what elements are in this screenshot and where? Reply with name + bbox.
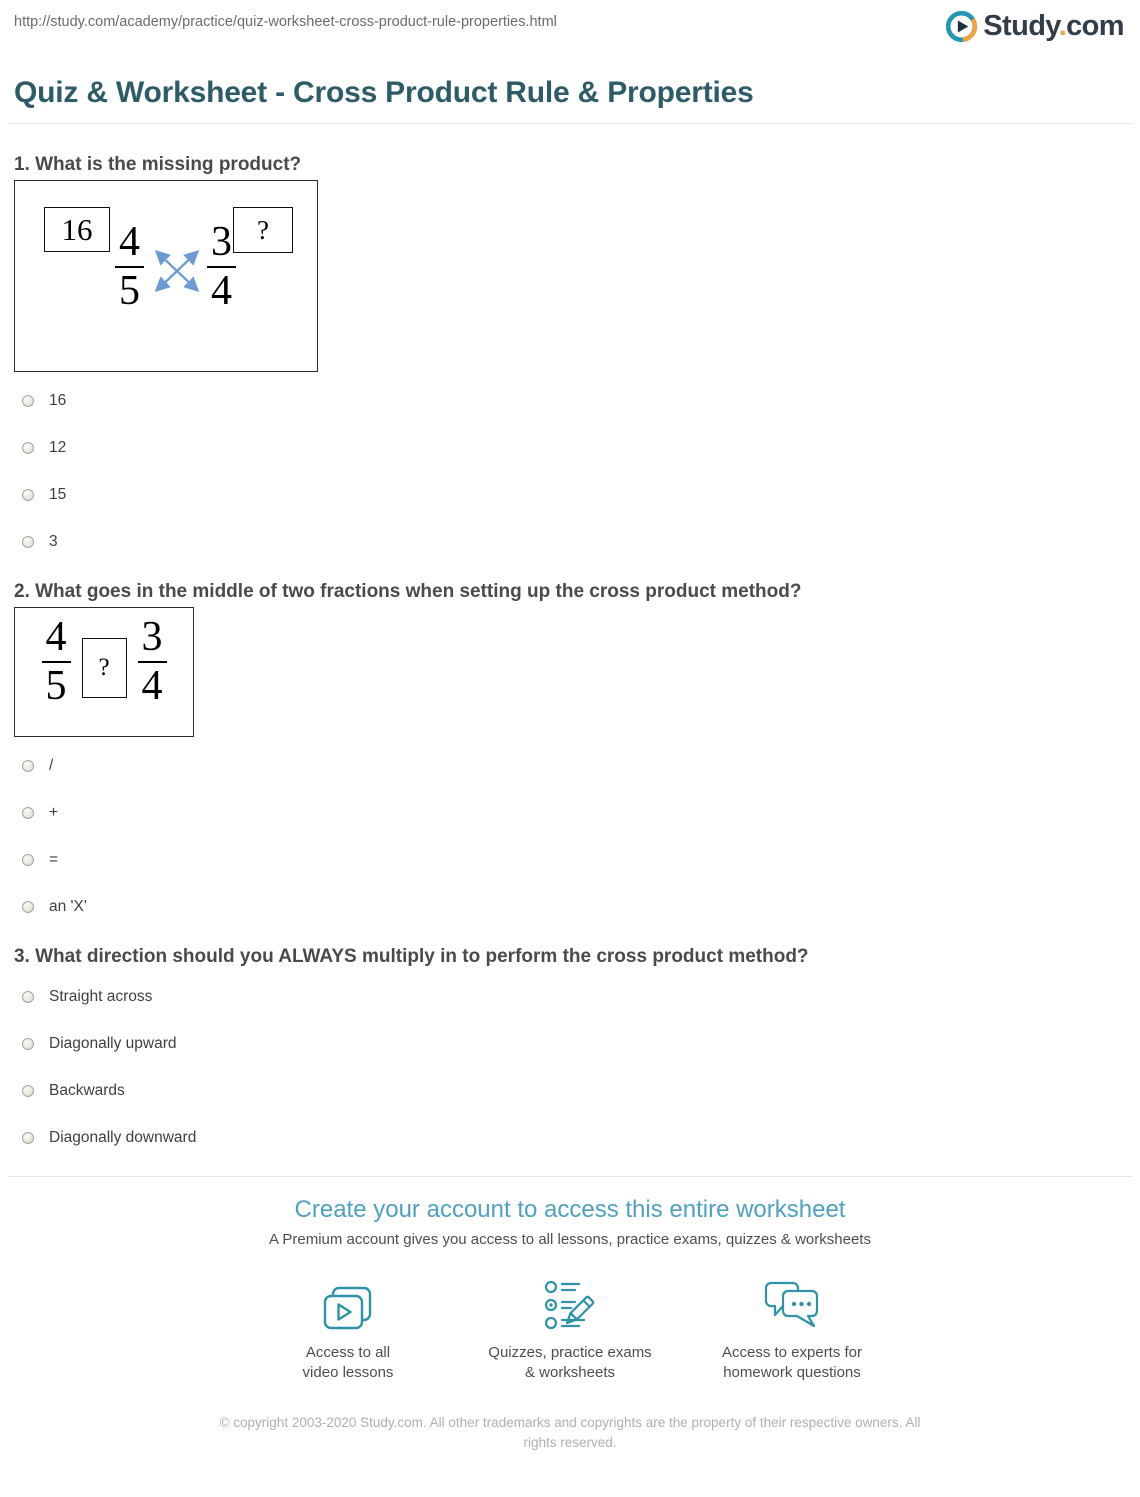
radio-button[interactable] xyxy=(22,1132,34,1144)
left-product-box: 16 xyxy=(44,207,110,252)
question-3-label: 3. What direction should you ALWAYS multiply in to perform the cross product method? xyxy=(14,946,809,967)
feature-label-line1: Access to all xyxy=(305,1344,391,1361)
question-2-options xyxy=(14,757,1126,916)
quiz-content xyxy=(0,154,1140,1147)
feature-label-line2: & worksheets xyxy=(524,1364,616,1382)
option-label: Diagonally downward xyxy=(49,1129,197,1146)
chat-experts-icon xyxy=(763,1281,821,1333)
right-fraction xyxy=(207,219,236,314)
fraction-numerator: 4 xyxy=(119,219,140,265)
option-label: Diagonally upward xyxy=(49,1035,177,1052)
answer-option[interactable] xyxy=(22,486,1126,504)
feature-experts xyxy=(692,1275,892,1384)
option-label: 16 xyxy=(49,392,67,409)
fraction-denominator: 4 xyxy=(141,662,163,709)
fraction-numerator: 3 xyxy=(141,614,163,660)
right-product-box: ? xyxy=(233,207,293,253)
option-label: 3 xyxy=(49,533,58,550)
radio-button[interactable] xyxy=(22,1085,34,1097)
answer-option[interactable] xyxy=(22,392,1126,410)
icon-wrap xyxy=(692,1275,892,1333)
option-label: / xyxy=(49,757,54,774)
option-label: an 'X' xyxy=(49,898,87,915)
icon-wrap xyxy=(248,1275,448,1333)
feature-label-line2: video lessons xyxy=(302,1364,394,1382)
answer-option[interactable] xyxy=(22,898,1126,916)
answer-option[interactable] xyxy=(22,851,1126,869)
feature-label-line1: Quizzes, practice exams xyxy=(488,1344,652,1361)
fraction-numerator: 4 xyxy=(45,614,67,660)
video-lessons-icon xyxy=(322,1285,374,1333)
feature-label xyxy=(248,1343,448,1384)
option-label: 12 xyxy=(49,439,67,456)
radio-button[interactable] xyxy=(22,1038,34,1050)
radio-button[interactable] xyxy=(22,854,34,866)
cross-arrows-icon xyxy=(146,241,208,301)
answer-option[interactable] xyxy=(22,988,1126,1006)
radio-button[interactable] xyxy=(22,991,34,1003)
question-2-label: 2. What goes in the middle of two fractions when setting up the cross product method? xyxy=(14,581,802,602)
radio-button[interactable] xyxy=(22,395,34,407)
study-logo[interactable] xyxy=(945,10,1124,43)
radio-button[interactable] xyxy=(22,442,34,454)
fraction-denominator: 4 xyxy=(211,267,232,314)
question-1-options xyxy=(14,392,1126,551)
figure-inner xyxy=(15,608,193,707)
answer-option[interactable] xyxy=(22,1082,1126,1100)
fraction-denominator: 5 xyxy=(119,267,140,314)
option-label: Backwards xyxy=(49,1082,125,1099)
feature-label xyxy=(470,1343,670,1384)
cta-heading: Create your account to access this entire worksheet xyxy=(294,1196,846,1223)
logo-study: Study xyxy=(983,10,1059,42)
question-1-figure xyxy=(14,180,318,372)
page-title: Quiz & Worksheet - Cross Product Rule & Properties xyxy=(14,76,754,109)
answer-option[interactable] xyxy=(22,757,1126,775)
option-label: + xyxy=(49,804,59,821)
radio-button[interactable] xyxy=(22,807,34,819)
feature-quizzes xyxy=(470,1275,670,1384)
right-fraction xyxy=(138,614,167,709)
radio-button[interactable] xyxy=(22,536,34,548)
top-bar xyxy=(0,0,1140,43)
divider xyxy=(8,123,1132,124)
question-1-label: 1. What is the missing product? xyxy=(14,154,302,175)
option-label: Straight across xyxy=(49,988,153,1005)
question-2-figure xyxy=(14,607,194,737)
radio-button[interactable] xyxy=(22,760,34,772)
left-fraction xyxy=(115,219,144,314)
play-circle-icon xyxy=(945,10,978,43)
copyright-text: © copyright 2003-2020 Study.com. All other trademarks and copyrights are the property of their respective owners. All rights reserved. xyxy=(219,1414,921,1451)
middle-question-box: ? xyxy=(82,638,127,698)
option-label: 15 xyxy=(49,486,67,503)
cta-subheading: A Premium account gives you access to all lessons, practice exams, quizzes & worksheets xyxy=(269,1231,871,1248)
feature-label-line1: Access to experts for xyxy=(721,1344,863,1361)
page-url: http://study.com/academy/practice/quiz-worksheet-cross-product-rule-properties.html xyxy=(14,14,557,30)
logo-wordmark xyxy=(983,12,1124,41)
logo-dot: . xyxy=(1058,10,1067,42)
answer-option[interactable] xyxy=(22,533,1126,551)
left-fraction xyxy=(42,614,71,709)
answer-option[interactable] xyxy=(22,439,1126,457)
radio-button[interactable] xyxy=(22,489,34,501)
icon-wrap xyxy=(470,1275,670,1333)
feature-label-line2: homework questions xyxy=(723,1364,861,1382)
answer-option[interactable] xyxy=(22,804,1126,822)
answer-option[interactable] xyxy=(22,1035,1126,1053)
logo-com: com xyxy=(1066,10,1124,42)
fraction-numerator: 3 xyxy=(211,219,232,265)
feature-video-lessons xyxy=(248,1275,448,1384)
question-3-options xyxy=(14,988,1126,1147)
divider xyxy=(8,1176,1132,1177)
answer-option[interactable] xyxy=(22,1129,1126,1147)
quiz-checklist-icon xyxy=(542,1277,598,1333)
cta-section xyxy=(0,1196,1140,1454)
fraction-denominator: 5 xyxy=(45,662,67,709)
option-label: = xyxy=(49,851,59,868)
radio-button[interactable] xyxy=(22,901,34,913)
feature-label xyxy=(692,1343,892,1384)
feature-row xyxy=(0,1275,1140,1384)
